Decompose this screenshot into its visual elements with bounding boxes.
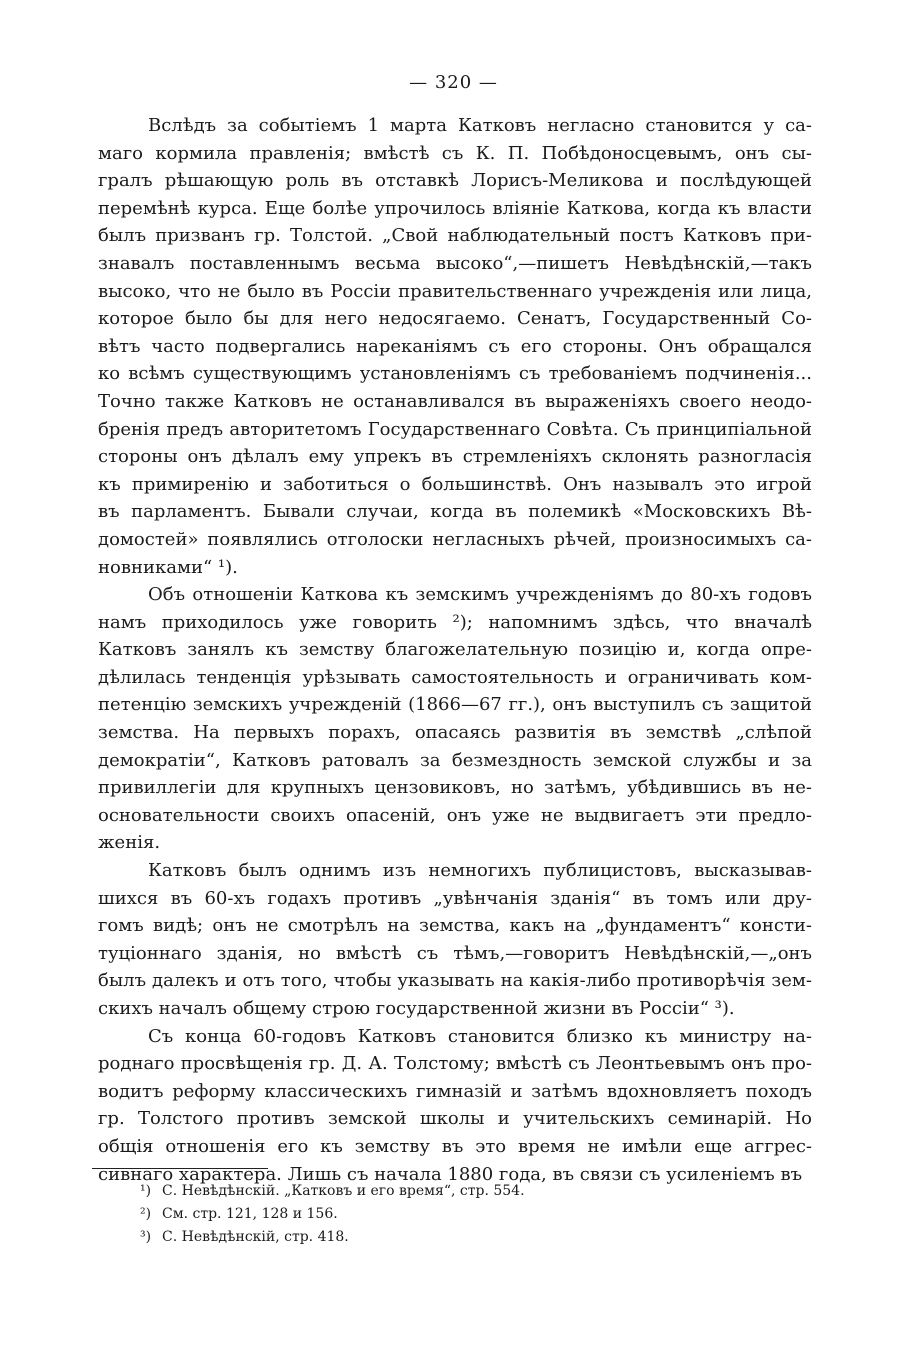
text-line: скихъ началъ общему строю государственной жизни въ Россіи“ ³).: [98, 998, 735, 1019]
text-line: маго кормила правленія; вмѣстѣ съ К. П. Побѣдоносцевымъ, онъ сы-: [98, 142, 812, 164]
text-line: былъ далекъ и отъ того, чтобы указывать на какія-либо противорѣчія зем-: [98, 970, 812, 992]
text-line: петенцію земскихъ учрежденій (1866—67 гг.), онъ выступилъ съ защитой: [98, 694, 812, 716]
text-line: дѣлилась тенденція урѣзывать самостоятельность и ограничивать ком-: [98, 666, 812, 688]
text-line: стороны онъ дѣлалъ ему упрекъ въ стремленіяхъ склонять разногласія: [98, 446, 812, 468]
text-line: гомъ видѣ; онъ не смотрѣлъ на земства, какъ на „фундаментъ“ консти-: [98, 915, 812, 937]
text-line: привиллегіи для крупныхъ цензовиковъ, но затѣмъ, убѣдившись въ не-: [98, 777, 812, 799]
footnote-number: ¹): [140, 1183, 152, 1199]
text-line: былъ призванъ гр. Толстой. „Свой наблюдательный постъ Катковъ при-: [98, 225, 812, 247]
footnote-text: С. Невѣдѣнскій, стр. 418.: [162, 1229, 349, 1245]
footnote-divider: [92, 1168, 268, 1169]
footnote-number: ²): [140, 1206, 152, 1222]
text-line: туціоннаго зданія, но вмѣстѣ съ тѣмъ,—говоритъ Невѣдѣнскій,—„онъ: [98, 942, 812, 964]
paragraph: [98, 1023, 812, 1189]
text-line: Объ отношеніи Каткова къ земскимъ учрежденіямъ до 80-хъ годовъ: [148, 584, 812, 606]
text-line: роднаго просвѣщенія гр. Д. А. Толстому; вмѣстѣ съ Леонтьевымъ онъ про-: [98, 1053, 812, 1075]
paragraph: [98, 857, 812, 1023]
footnote-number: ³): [140, 1229, 152, 1245]
body-text: [98, 112, 812, 1188]
footnotes: [140, 1180, 740, 1249]
page-number: — 320 —: [409, 72, 498, 93]
text-line: водитъ реформу классическихъ гимназій и затѣмъ вдохновляетъ походъ: [98, 1080, 812, 1102]
text-line: знавалъ поставленнымъ весьма высоко“,—пишетъ Невѣдѣнскій,—такъ: [98, 252, 812, 274]
text-line: земства. На первыхъ порахъ, опасаясь развитія въ земствѣ „слѣпой: [98, 722, 812, 744]
text-line: намъ приходилось уже говорить ²); напомнимъ здѣсь, что вначалѣ: [98, 611, 812, 633]
footnote-text: С. Невѣдѣнскій. „Катковъ и его время“, стр. 554.: [162, 1183, 525, 1199]
text-line: Катковъ занялъ къ земству благожелательную позицію и, когда опре-: [98, 639, 812, 661]
text-line: которое было бы для него недосягаемо. Сенатъ, Государственный Со-: [98, 308, 812, 330]
text-line: Съ конца 60-годовъ Катковъ становится близко къ министру на-: [148, 1025, 812, 1047]
text-line: сивнаго характера. Лишь съ начала 1880 года, въ связи съ усиленіемъ въ: [98, 1163, 803, 1185]
text-line: новниками“ ¹).: [98, 556, 238, 578]
text-line: бренія предъ авторитетомъ Государственнаго Совѣта. Съ принципіальной: [98, 418, 812, 440]
text-line: шихся въ 60-хъ годахъ противъ „увѣнчанія зданія“ въ томъ или дру-: [98, 887, 812, 909]
text-line: высоко, что не было въ Россіи правительственнаго учрежденія или лица,: [98, 280, 812, 302]
text-line: перемѣнѣ курса. Еще болѣе упрочилось вліяніе Каткова, когда къ власти: [98, 197, 812, 219]
text-line: гр. Толстого противъ земской школы и учительскихъ семинарій. Но: [98, 1108, 812, 1130]
text-line: основательности своихъ опасеній, онъ уже не выдвигаетъ эти предло-: [98, 804, 812, 826]
footnote: [140, 1180, 740, 1203]
footnote-text: См. стр. 121, 128 и 156.: [162, 1206, 338, 1222]
text-line: общія отношенія его къ земству въ это время не имѣли еще аггрес-: [98, 1135, 812, 1157]
text-line: въ парламентъ. Бывали случаи, когда въ полемикѣ «Московскихъ Вѣ-: [98, 501, 812, 523]
text-line: ко всѣмъ существующимъ установленіямъ съ требованіемъ подчиненія...: [98, 363, 812, 385]
text-line: гралъ рѣшающую роль въ отставкѣ Лорисъ-Меликова и послѣдующей: [98, 170, 812, 192]
text-line: демократіи“, Катковъ ратовалъ за безмездность земской службы и за: [98, 749, 812, 771]
text-line: Катковъ былъ однимъ изъ немногихъ публицистовъ, высказывав-: [148, 860, 812, 882]
text-line: домостей» появлялись отголоски негласныхъ рѣчей, произносимыхъ са-: [98, 528, 812, 550]
paragraph: [98, 112, 812, 581]
text-line: Вслѣдъ за событіемъ 1 марта Катковъ негласно становится у са-: [148, 115, 812, 136]
text-line: женія.: [98, 832, 161, 854]
footnote: [140, 1226, 740, 1249]
text-line: вѣтъ часто подвергались нареканіямъ съ его стороны. Онъ обращался: [98, 335, 812, 357]
paragraph: [98, 581, 812, 857]
footnote: [140, 1203, 740, 1226]
text-line: къ примиренію и заботиться о большинствѣ. Онъ называлъ это игрой: [98, 473, 812, 495]
text-line: Точно также Катковъ не останавливался въ выраженіяхъ своего неодо-: [98, 390, 812, 412]
